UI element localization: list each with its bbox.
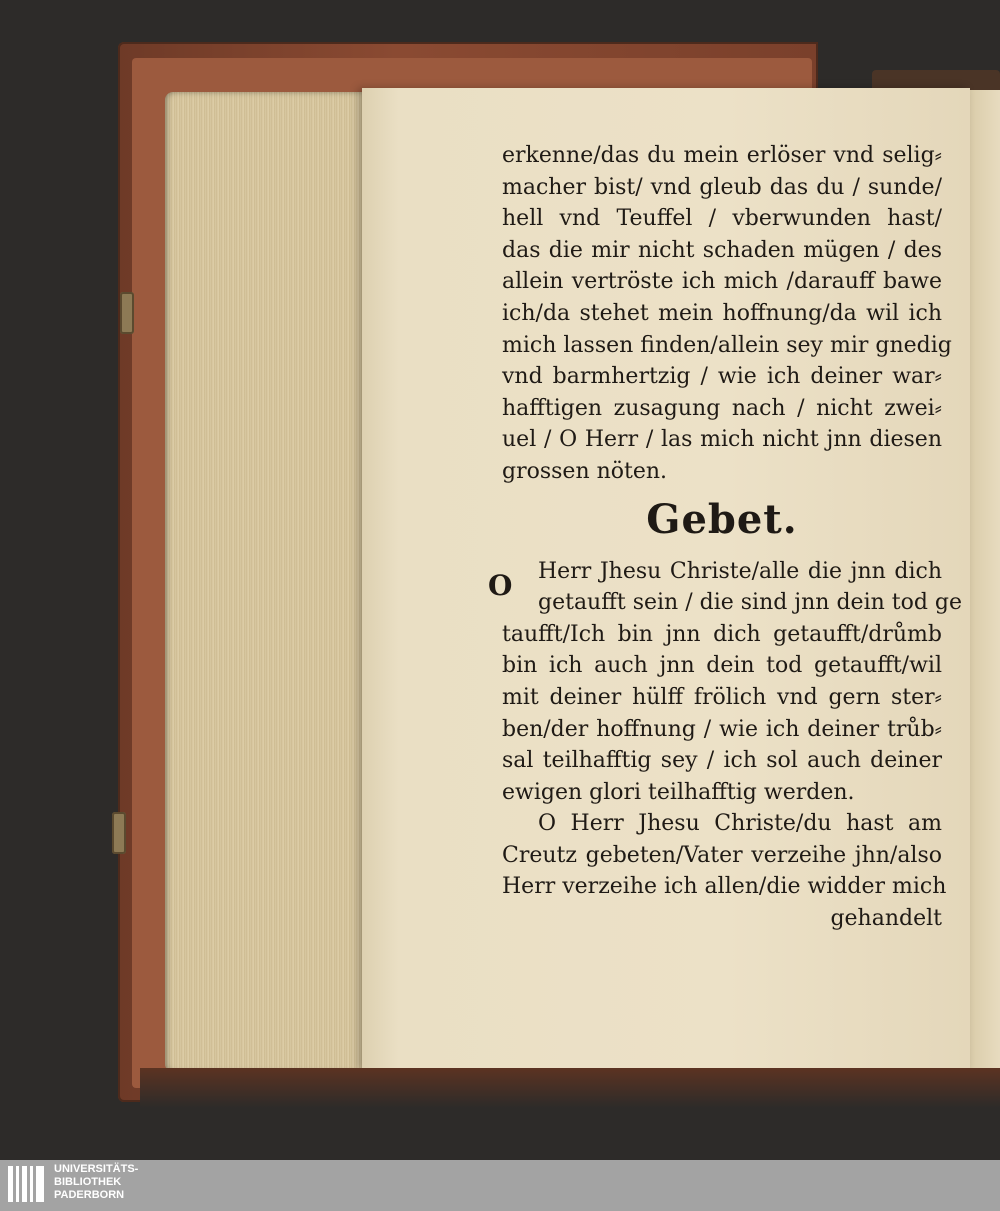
footer-bar [0,1160,1000,1211]
logo-line: PADERBORN [54,1189,125,1201]
text-line: getaufft sein / die sind jnn dein tod ge [538,590,963,616]
text-line: vnd barmhertzig / wie ich deiner war⸗ [502,364,942,390]
text-line: ben/der hoffnung / wie ich deiner trůb⸗ [502,716,942,742]
text-line: allein vertröste ich mich /darauff bawe [502,269,942,295]
logo-line: BIBLIOTHEK [54,1176,122,1188]
catchword: gehandelt [830,906,942,932]
text-line: sal teilhafftig sey / ich sol auch deiner [502,748,942,774]
text-line: ich/da stehet mein hoffnung/da wil ich [502,300,942,326]
text-line: mit deiner hülff frölich vnd gern ster⸗ [502,684,942,710]
text-line: grossen nöten. [502,458,668,484]
next-leaf-edge [966,90,1000,1070]
page-edges [165,92,365,1072]
text-line: O Herr Jhesu Christe/du hast am [538,811,942,837]
text-line: ewigen glori teilhafftig werden. [502,779,855,805]
text-line: bin ich auch jnn dein tod getaufft/wil [502,653,942,679]
text-line: Creutz gebeten/Vater verzeihe jhn/also [502,842,942,868]
clasp-bottom [112,812,126,854]
text-line: erkenne/das du mein erlöser vnd selig⸗ [502,143,942,168]
section-heading: Gebet. [646,495,798,543]
page-text [488,140,963,935]
library-logo-icon [8,1166,48,1206]
text-line: das die mir nicht schaden mügen / des [502,237,942,263]
text-line: mich lassen finden/allein sey mir gnedig [502,332,952,358]
clasp-top [120,292,134,334]
text-line: Herr verzeihe ich allen/die widder mich [502,874,947,900]
text-line: macher bist/ vnd gleub das du / sunde/ [502,174,942,200]
book-bottom-edge [140,1068,1000,1108]
text-line: uel / O Herr / las mich nicht jnn diesen [502,427,942,453]
logo-line: UNIVERSITÄTS- [54,1163,139,1175]
library-logo-text [54,1163,138,1202]
drop-initial: O [488,569,513,602]
text-line: hafftigen zusagung nach / nicht zwei⸗ [502,395,942,421]
text-line: Herr Jhesu Christe/alle die jnn dich [538,558,942,584]
text-line: taufft/Ich bin jnn dich getaufft/drůmb [502,621,942,647]
text-line: hell vnd Teuffel / vberwunden hast/ [502,206,942,232]
